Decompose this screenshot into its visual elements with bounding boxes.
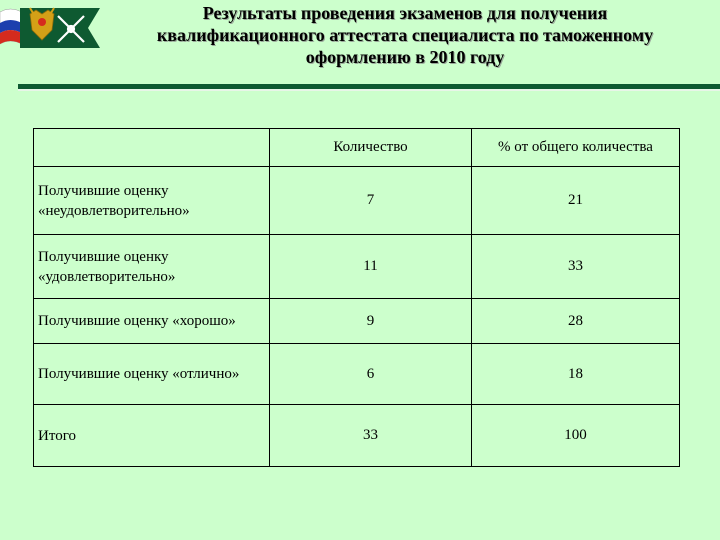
row-percent: 28 — [472, 299, 680, 344]
title-line-1: Результаты проведения экзаменов для получения — [202, 3, 608, 23]
row-count: 7 — [270, 167, 472, 235]
header-band — [0, 0, 720, 82]
customs-emblem-icon — [0, 0, 100, 56]
table-row — [34, 167, 680, 235]
row-count-total: 33 — [270, 405, 472, 467]
title-line-2: квалификационного аттестата специалиста по таможенному — [156, 25, 654, 45]
row-label: Получившие оценку «неудовлетворительно» — [34, 167, 270, 235]
row-label-total: Итого — [34, 405, 270, 467]
table-row — [34, 344, 680, 405]
page-title — [105, 2, 705, 68]
header-cell-empty — [34, 129, 270, 167]
row-percent: 21 — [472, 167, 680, 235]
row-percent: 33 — [472, 235, 680, 299]
table-row — [34, 299, 680, 344]
header-divider-highlight — [18, 89, 720, 91]
table-row — [34, 235, 680, 299]
header-cell-percent: % от общего количества — [472, 129, 680, 167]
row-count: 9 — [270, 299, 472, 344]
row-percent: 18 — [472, 344, 680, 405]
row-label: Получившие оценку «удовлетворительно» — [34, 235, 270, 299]
row-count: 6 — [270, 344, 472, 405]
row-label: Получившие оценку «хорошо» — [34, 299, 270, 344]
title-line-3: оформлению в 2010 году — [305, 47, 505, 67]
table-row-total — [34, 405, 680, 467]
row-count: 11 — [270, 235, 472, 299]
header-cell-count: Количество — [270, 129, 472, 167]
row-label: Получившие оценку «отлично» — [34, 344, 270, 405]
table-header-row — [34, 129, 680, 167]
row-percent-total: 100 — [472, 405, 680, 467]
results-table — [33, 128, 680, 467]
